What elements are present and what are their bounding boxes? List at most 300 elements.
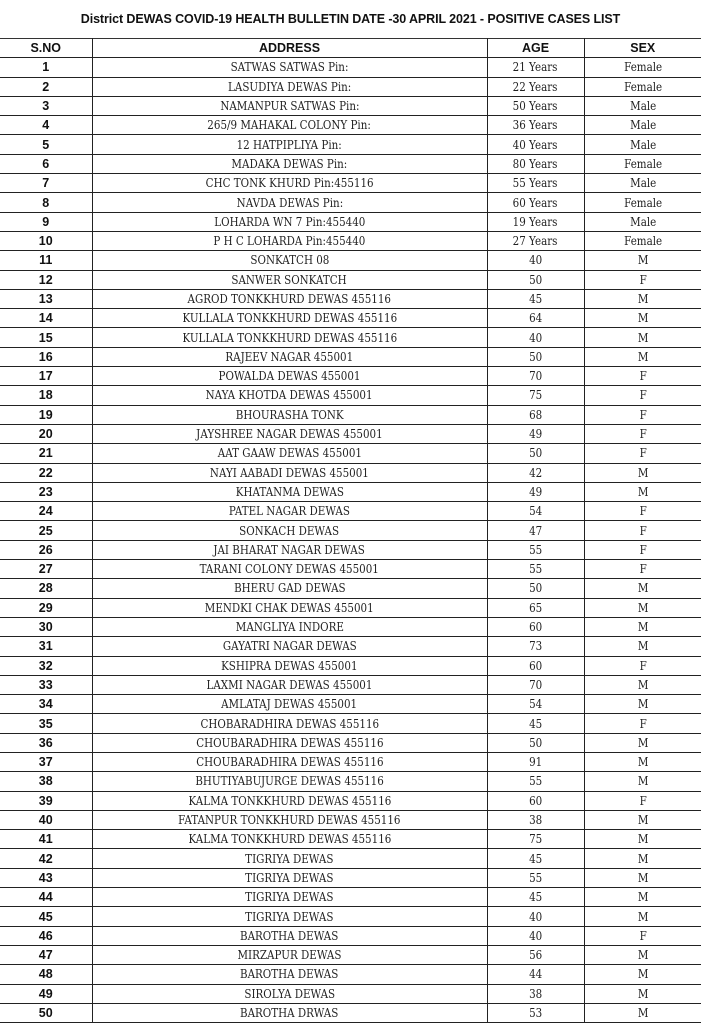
cell-address-text: TIGRIYA DEWAS	[245, 851, 334, 866]
table-row	[0, 1003, 701, 1022]
cell-sno: 16	[0, 347, 92, 366]
cell-address	[92, 96, 487, 115]
cell-age	[487, 772, 584, 791]
cell-age-text: 60	[528, 620, 543, 635]
cell-age-text: 45	[528, 716, 543, 731]
cell-sex-text: M	[637, 581, 649, 596]
table-row	[0, 945, 701, 964]
cell-age-text: 56	[528, 948, 543, 963]
cell-sno: 43	[0, 868, 92, 887]
cell-address-text: CHOUBARADHIRA DEWAS 455116	[195, 755, 384, 770]
cell-sno: 7	[0, 174, 92, 193]
cell-address	[92, 830, 487, 849]
cell-age-text: 45	[528, 890, 543, 905]
cell-address-text: SANWER SONKATCH	[231, 272, 348, 287]
cell-sex	[584, 830, 701, 849]
cell-address	[92, 212, 487, 231]
cell-sex	[584, 231, 701, 250]
table-row	[0, 328, 701, 347]
cell-address-text: P H C LOHARDA Pin:455440	[213, 234, 366, 249]
cell-address	[92, 772, 487, 791]
cell-address-text: SIROLYA DEWAS	[244, 986, 335, 1001]
cell-age-text: 68	[528, 407, 543, 422]
cell-address	[92, 984, 487, 1003]
cell-address-text: KSHIPRA DEWAS 455001	[221, 658, 358, 673]
cell-age-text: 42	[528, 465, 543, 480]
cell-address	[92, 58, 487, 77]
cell-address-text: LAXMI NAGAR DEWAS 455001	[206, 677, 373, 692]
cell-age-text: 44	[528, 967, 543, 982]
cell-age	[487, 598, 584, 617]
cell-age	[487, 714, 584, 733]
cell-sno: 37	[0, 752, 92, 771]
table-row	[0, 154, 701, 173]
table-row	[0, 174, 701, 193]
cell-age	[487, 231, 584, 250]
table-row	[0, 675, 701, 694]
table-row	[0, 116, 701, 135]
cell-sex-text: F	[639, 542, 647, 557]
table-row	[0, 714, 701, 733]
table-row	[0, 733, 701, 752]
cell-age-text: 40	[528, 330, 543, 345]
cell-sex	[584, 386, 701, 405]
cell-address	[92, 154, 487, 173]
table-row	[0, 965, 701, 984]
cell-address-text: NAMANPUR SATWAS Pin:	[219, 99, 360, 114]
cell-address-text: SONKATCH 08	[250, 253, 329, 268]
cell-age-text: 65	[528, 600, 543, 615]
cell-sno: 17	[0, 367, 92, 386]
cell-address-text: TIGRIYA DEWAS	[245, 909, 334, 924]
cell-age-text: 38	[528, 986, 543, 1001]
cell-address	[92, 309, 487, 328]
cell-address	[92, 675, 487, 694]
cell-age	[487, 96, 584, 115]
cell-address	[92, 289, 487, 308]
cell-address	[92, 733, 487, 752]
cell-age-text: 91	[528, 755, 543, 770]
table-row	[0, 193, 701, 212]
cell-address-text: JAYSHREE NAGAR DEWAS 455001	[196, 427, 383, 442]
cell-sno: 2	[0, 77, 92, 96]
table-row	[0, 96, 701, 115]
cell-address	[92, 405, 487, 424]
cell-age-text: 53	[528, 1005, 543, 1020]
cell-sex	[584, 463, 701, 482]
cell-sex	[584, 637, 701, 656]
cell-sno: 36	[0, 733, 92, 752]
table-row	[0, 868, 701, 887]
cell-age	[487, 849, 584, 868]
cell-address	[92, 502, 487, 521]
table-row	[0, 482, 701, 501]
cell-age	[487, 347, 584, 366]
cell-sex-text: Female	[623, 195, 662, 210]
cell-sex-text: F	[639, 272, 647, 287]
cell-address	[92, 482, 487, 501]
cell-address	[92, 637, 487, 656]
cell-sno: 6	[0, 154, 92, 173]
cell-address-text: NAYA KHOTDA DEWAS 455001	[206, 388, 373, 403]
cell-sex-text: Female	[623, 156, 662, 171]
cell-address	[92, 424, 487, 443]
cell-address-text: 265/9 MAHAKAL COLONY Pin:	[207, 118, 372, 133]
cell-address	[92, 540, 487, 559]
cell-age-text: 60	[528, 793, 543, 808]
cell-sex	[584, 791, 701, 810]
cell-age	[487, 733, 584, 752]
cell-age	[487, 444, 584, 463]
cell-age-text: 75	[528, 388, 543, 403]
table-row	[0, 231, 701, 250]
cell-address-text: KULLALA TONKKHURD DEWAS 455116	[182, 311, 397, 326]
cell-sex	[584, 96, 701, 115]
cell-sex	[584, 810, 701, 829]
cell-sex-text: M	[637, 1005, 649, 1020]
cell-address-text: LASUDIYA DEWAS Pin:	[227, 79, 352, 94]
table-row	[0, 405, 701, 424]
cell-age-text: 50	[528, 446, 543, 461]
table-header-row	[0, 39, 701, 58]
cell-age-text: 21 Years	[513, 60, 558, 75]
cell-address-text: TARANI COLONY DEWAS 455001	[199, 562, 380, 577]
positive-cases-table	[0, 38, 701, 1023]
cell-sex-text: F	[639, 523, 647, 538]
cell-sex-text: M	[637, 330, 649, 345]
cell-sex-text: M	[637, 948, 649, 963]
cell-address	[92, 521, 487, 540]
table-row	[0, 926, 701, 945]
cell-address-text: MADAKA DEWAS Pin:	[231, 156, 348, 171]
cell-sex-text: F	[639, 928, 647, 943]
cell-address-text: MIRZAPUR DEWAS	[237, 948, 342, 963]
cell-sex	[584, 174, 701, 193]
table-row	[0, 830, 701, 849]
cell-age	[487, 289, 584, 308]
cell-address	[92, 116, 487, 135]
cell-address	[92, 174, 487, 193]
cell-sex	[584, 714, 701, 733]
table-row	[0, 560, 701, 579]
cell-address-text: KALMA TONKKHURD DEWAS 455116	[188, 793, 391, 808]
cell-address	[92, 791, 487, 810]
cell-sno: 44	[0, 888, 92, 907]
cell-sno: 35	[0, 714, 92, 733]
cell-age	[487, 656, 584, 675]
cell-address-text: AAT GAAW DEWAS 455001	[217, 446, 362, 461]
cell-sex-text: F	[639, 562, 647, 577]
cell-address	[92, 463, 487, 482]
table-row	[0, 135, 701, 154]
cell-age-text: 64	[528, 311, 543, 326]
cell-age-text: 60	[528, 658, 543, 673]
cell-age-text: 55 Years	[513, 176, 558, 191]
cell-sex-text: F	[639, 369, 647, 384]
cell-sex	[584, 945, 701, 964]
cell-address	[92, 965, 487, 984]
cell-sex-text: M	[637, 484, 649, 499]
cell-address-text: NAVDA DEWAS Pin:	[236, 195, 343, 210]
cell-age	[487, 251, 584, 270]
cell-address	[92, 231, 487, 250]
cell-address-text: CHOUBARADHIRA DEWAS 455116	[195, 735, 384, 750]
cell-age-text: 50	[528, 272, 543, 287]
cell-sex	[584, 502, 701, 521]
cell-sex	[584, 289, 701, 308]
cell-age	[487, 193, 584, 212]
cell-sex-text: M	[637, 813, 649, 828]
table-row	[0, 289, 701, 308]
cell-age	[487, 424, 584, 443]
cell-sno: 41	[0, 830, 92, 849]
cell-sex	[584, 424, 701, 443]
cell-sex	[584, 309, 701, 328]
cell-address-text: MENDKI CHAK DEWAS 455001	[205, 600, 374, 615]
cell-address	[92, 926, 487, 945]
cell-sno: 32	[0, 656, 92, 675]
cell-address	[92, 77, 487, 96]
cell-age-text: 40 Years	[513, 137, 558, 152]
cell-sno: 40	[0, 810, 92, 829]
table-row	[0, 463, 701, 482]
cell-sex-text: M	[637, 986, 649, 1001]
cell-sex-text: M	[637, 851, 649, 866]
cell-address-text: JAI BHARAT NAGAR DEWAS	[213, 542, 366, 557]
cell-address-text: KALMA TONKKHURD DEWAS 455116	[188, 832, 391, 847]
cell-age	[487, 367, 584, 386]
cell-sex	[584, 907, 701, 926]
cell-sex-text: Male	[629, 118, 656, 133]
cell-age	[487, 868, 584, 887]
cell-age-text: 80 Years	[513, 156, 558, 171]
cell-address-text: NAYI AABADI DEWAS 455001	[210, 465, 369, 480]
cell-age	[487, 907, 584, 926]
cell-age	[487, 174, 584, 193]
table-row	[0, 810, 701, 829]
cell-address	[92, 945, 487, 964]
cell-age-text: 36 Years	[513, 118, 558, 133]
cell-sex	[584, 77, 701, 96]
cell-address-text: AGROD TONKKHURD DEWAS 455116	[187, 292, 392, 306]
cell-sno: 9	[0, 212, 92, 231]
cell-age	[487, 675, 584, 694]
cell-sex	[584, 733, 701, 752]
cell-age	[487, 58, 584, 77]
cell-age	[487, 116, 584, 135]
cell-age	[487, 135, 584, 154]
cell-sno: 29	[0, 598, 92, 617]
cell-sex-text: M	[637, 600, 649, 615]
cell-sex-text: Male	[629, 176, 656, 191]
table-row	[0, 907, 701, 926]
cell-address-text: PATEL NAGAR DEWAS	[228, 504, 351, 519]
cell-sex-text: F	[639, 407, 647, 422]
cell-sex	[584, 154, 701, 173]
cell-sex-text: M	[637, 870, 649, 885]
cell-sex	[584, 598, 701, 617]
cell-sno: 21	[0, 444, 92, 463]
cell-sex-text: M	[637, 909, 649, 924]
cell-age-text: 55	[528, 870, 543, 885]
cell-address	[92, 617, 487, 636]
table-row	[0, 386, 701, 405]
cell-age	[487, 521, 584, 540]
cell-sex	[584, 482, 701, 501]
cell-sno: 49	[0, 984, 92, 1003]
cell-sex-text: M	[637, 774, 649, 789]
cell-sex	[584, 58, 701, 77]
column-header-sno: S.NO	[0, 39, 92, 58]
cell-address-text: KHATANMA DEWAS	[235, 484, 344, 499]
cell-sex-text: M	[637, 832, 649, 847]
cell-age	[487, 405, 584, 424]
table-row	[0, 791, 701, 810]
cell-sex	[584, 579, 701, 598]
cell-sno: 26	[0, 540, 92, 559]
cell-sex-text: F	[639, 388, 647, 403]
cell-age-text: 40	[528, 909, 543, 924]
cell-age-text: 19 Years	[513, 214, 558, 229]
cell-address-text: BHERU GAD DEWAS	[233, 581, 346, 596]
cell-sno: 45	[0, 907, 92, 926]
cell-age	[487, 309, 584, 328]
cell-sex	[584, 251, 701, 270]
cell-sno: 1	[0, 58, 92, 77]
cell-sno: 46	[0, 926, 92, 945]
cell-address-text: CHOBARADHIRA DEWAS 455116	[200, 716, 379, 731]
cell-sno: 38	[0, 772, 92, 791]
cell-sex-text: Female	[623, 234, 662, 249]
cell-address	[92, 752, 487, 771]
cell-age	[487, 637, 584, 656]
cell-sex-text: M	[637, 967, 649, 982]
cell-sno: 12	[0, 270, 92, 289]
table-row	[0, 251, 701, 270]
cell-address-text: RAJEEV NAGAR 455001	[225, 349, 354, 364]
cell-sex	[584, 367, 701, 386]
cell-sno: 3	[0, 96, 92, 115]
table-row	[0, 502, 701, 521]
cell-address	[92, 907, 487, 926]
cell-address	[92, 810, 487, 829]
table-row	[0, 656, 701, 675]
table-row	[0, 752, 701, 771]
table-row	[0, 540, 701, 559]
cell-address-text: CHC TONK KHURD Pin:455116	[205, 176, 374, 191]
cell-sex-text: M	[637, 890, 649, 905]
cell-age-text: 54	[528, 504, 543, 519]
cell-address	[92, 695, 487, 714]
table-row	[0, 521, 701, 540]
bulletin-title: District DEWAS COVID-19 HEALTH BULLETIN DATE -30 APRIL 2021 - POSITIVE CASES LIST	[80, 12, 621, 26]
table-body	[0, 58, 701, 1023]
cell-age-text: 70	[528, 369, 543, 384]
cell-sex	[584, 212, 701, 231]
cell-sex-text: Male	[629, 99, 656, 114]
cell-sex	[584, 405, 701, 424]
cell-sno: 19	[0, 405, 92, 424]
cell-sex-text: M	[637, 755, 649, 770]
cell-age	[487, 560, 584, 579]
cell-sno: 28	[0, 579, 92, 598]
cell-age	[487, 926, 584, 945]
cell-address	[92, 1003, 487, 1022]
cell-age	[487, 810, 584, 829]
cell-sex	[584, 752, 701, 771]
cell-age-text: 55	[528, 774, 543, 789]
cell-sex	[584, 984, 701, 1003]
cell-address	[92, 579, 487, 598]
cell-age	[487, 695, 584, 714]
cell-sno: 31	[0, 637, 92, 656]
cell-sex	[584, 135, 701, 154]
cell-address-text: BHOURASHA TONK	[235, 407, 344, 422]
cell-age	[487, 270, 584, 289]
cell-age-text: 50	[528, 349, 543, 364]
cell-sno: 20	[0, 424, 92, 443]
cell-address	[92, 386, 487, 405]
table-row	[0, 617, 701, 636]
cell-sex-text: M	[637, 349, 649, 364]
cell-sex-text: F	[639, 504, 647, 519]
cell-age	[487, 830, 584, 849]
cell-address-text: FATANPUR TONKKHURD DEWAS 455116	[178, 813, 401, 828]
cell-sno: 34	[0, 695, 92, 714]
cell-age-text: 22 Years	[513, 79, 558, 94]
cell-age-text: 50 Years	[513, 99, 558, 114]
cell-sex-text: M	[637, 292, 649, 306]
cell-sex-text: Male	[629, 214, 656, 229]
cell-age-text: 40	[528, 253, 543, 268]
cell-sex-text: F	[639, 658, 647, 673]
cell-sno: 50	[0, 1003, 92, 1022]
cell-address-text: SATWAS SATWAS Pin:	[230, 60, 349, 75]
cell-address-text: BAROTHA DEWAS	[240, 928, 339, 943]
cell-address	[92, 347, 487, 366]
cell-sex-text: M	[637, 697, 649, 712]
cell-sno: 5	[0, 135, 92, 154]
cell-address-text: KULLALA TONKKHURD DEWAS 455116	[182, 330, 397, 345]
cell-sex-text: M	[637, 639, 649, 654]
cell-age-text: 40	[528, 928, 543, 943]
cell-age	[487, 482, 584, 501]
cell-age-text: 49	[528, 427, 543, 442]
cell-address	[92, 270, 487, 289]
table-row	[0, 888, 701, 907]
cell-age	[487, 888, 584, 907]
cell-sex	[584, 888, 701, 907]
cell-sno: 22	[0, 463, 92, 482]
cell-sex	[584, 617, 701, 636]
cell-sex	[584, 1003, 701, 1022]
cell-age	[487, 212, 584, 231]
cell-sno: 47	[0, 945, 92, 964]
cell-age-text: 45	[528, 851, 543, 866]
cell-sex	[584, 965, 701, 984]
cell-sex	[584, 560, 701, 579]
cell-age-text: 38	[528, 813, 543, 828]
cell-sno: 24	[0, 502, 92, 521]
cell-sno: 27	[0, 560, 92, 579]
cell-address	[92, 367, 487, 386]
cell-address-text: TIGRIYA DEWAS	[245, 890, 334, 905]
cell-age	[487, 617, 584, 636]
cell-age	[487, 154, 584, 173]
cell-address	[92, 444, 487, 463]
cell-age-text: 75	[528, 832, 543, 847]
cell-sex	[584, 675, 701, 694]
